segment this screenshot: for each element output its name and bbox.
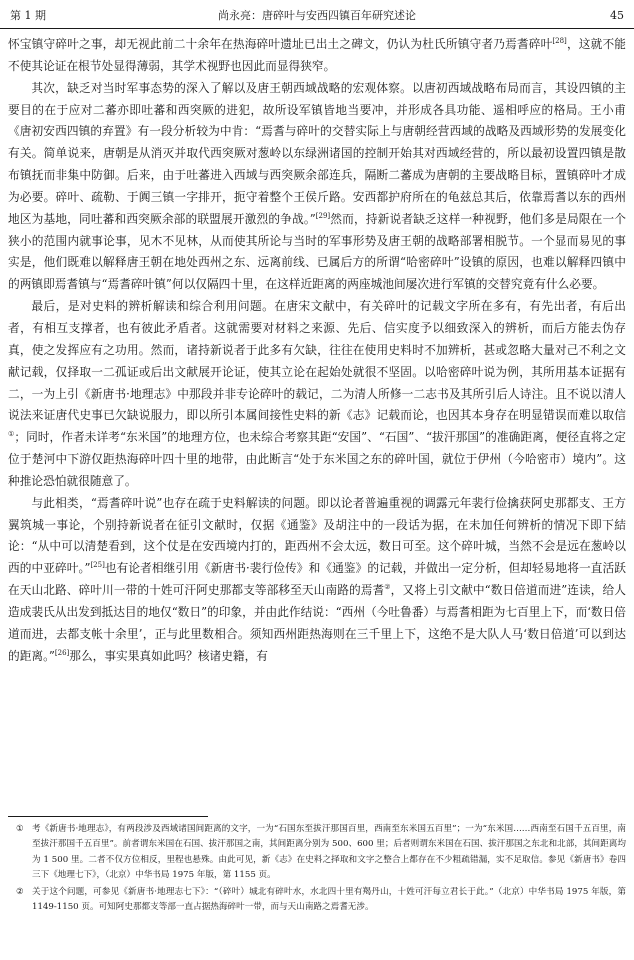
text-run: 怀宝镇守碎叶之事，却无视此前二十余年在热海碎叶遗址已出土之碑文，仍认为杜氏所镇守者乃焉耆碎叶: [8, 37, 553, 51]
text-run: 那么，事实果真如此吗？核诸史籍，有: [69, 648, 268, 663]
citation-mark: [25]: [90, 561, 105, 570]
paragraph: [8, 493, 626, 668]
footnote-text: 关于这个问题，可参见《新唐书·地理志七下》：“（碎叶）城北有碎叶水，水北四十里有羯丹山，十姓可汗每立君长于此。”（北京）中华书局 1975 年版，第 1149-1150 页。可知阿史那都支等部一直占据热海碎叶一带，而与天山南路之焉耆无涉。: [32, 886, 626, 913]
footnotes: [8, 822, 626, 916]
footnote-rule: [8, 816, 208, 817]
paragraph: [8, 34, 626, 78]
footnote-text: 考《新唐书·地理志》，有两段涉及西域诸国间距离的文字，一为“石国东至拔汗那国百里，西南至东米国五百里”；一为“东米国……西南至石国千五百里，南至拔汗那国千五百里”。前者谓东米国在石国、拔汗那国之南，其间距离分别为 500、600 里；后者则谓东米国在石国、拔汗那国之东北和北部，其间距离均为 1 500 里。二者不仅方位相反，里程也悬殊。由此可见，新《志》在史料之择取和文字之整合上都存在不少粗疏错漏，实不足取信。参见《新唐书》卷四三下《地理七下》，（北京）中华书局 1975 年版，第 1155 页。: [32, 824, 626, 881]
header-rule: [0, 28, 634, 29]
citation-mark: [29]: [315, 211, 331, 220]
text-run: ，这就不能不使其论证在根节处显得薄弱，其学术视野也因此而显得狭窄。: [8, 37, 626, 73]
footnote: [8, 885, 626, 916]
footnote: [8, 822, 626, 884]
text-run: ；同时，作者未详考“东米国”的地理方位，也未综合考察其距“安国”、“石国”、“拔汗那国”的准确距离，便径直将之定位于楚河中下游仅距热海碎叶四十里的地带，由此断言“处于东米国之东的碎叶国，就位于伊州（今哈密市）境内”。这种推论恐怕就很随意了。: [8, 430, 626, 488]
text-run: ，又将上引文献中“数日倍道而进”连读，给人造成裴氏从出发到抵达目的地仅“数日”的印象，并由此作结说：“西州（今吐鲁番）与焉耆相距为七百里上下，而‘数日倍道而进，去都支帐十余里’，正与此里数相合。须知西州距热海则在三千里上下，这绝不是大队人马‘数日倍道’可以到达的距离。”: [8, 583, 626, 663]
article-title: 尚永亮：唐碎叶与安西四镇百年研究述论: [218, 9, 416, 22]
text-run: 然而，持新说者缺乏这样一种视野，他们多是局限在一个狭小的范围内就事论事，见木不见林，从而使其所论与当时的军事形势及唐王朝的战略部署相脱节。一个显而易见的事实是，他们既难以解释唐王朝在地处西州之东、远离前线、已属后方的所谓“哈密碎叶”设镇的原因，也难以解释四镇中的两镇即焉耆镇与“焉耆碎叶镇”何以仅隔四十里，在这样近距离的两座城池间屡次进行军镇的交替究竟有什么必要。: [8, 211, 626, 292]
paragraph: [8, 78, 626, 296]
text-run: 其次，缺乏对当时军事态势的深入了解以及唐王朝西域战略的宏观体察。以唐初西域战略布局而言，其设四镇的主要目的在于应对二蕃亦即吐蕃和西突厥的进犯，故所设军镇皆地当要冲，并形成各具功能、遥相呼应的格局。王小甫《唐初安西四镇的弃置》有一段分析较为中肯：“焉耆与碎叶的交替实际上与唐朝经营西域的战略及西域形势的发展变化有关。简单说来，唐朝是从消灭并取代西突厥对葱岭以东绿洲诸国的控制开始其对西域经营的，所以最初设置四镇是散布镇抚而非集中防御。后来，由于吐蕃进入西域与西突厥余部连兵，隔断二蕃成为唐朝的主要战略目标，置镇碎叶才成为必要。碎叶、疏勒、于阗三镇一字排开，扼守着整个王侯斤路。安西都护府所在的龟兹总其后，依靠焉耆以东的西州地区为基地，同吐蕃和西突厥余部的联盟展开激烈的争战。”: [8, 80, 626, 226]
footnote-mark: ②: [16, 886, 24, 897]
page-number: 45: [610, 9, 624, 22]
footnote-mark: ①: [16, 824, 24, 834]
citation-mark: ①: [8, 430, 15, 439]
paragraph: [8, 296, 626, 493]
body-text: [8, 34, 626, 667]
text-run: 与此相类，“焉耆碎叶说”也存在疏于史料解读的问题。即以论者普遍重视的调露元年裴行俭擒获阿史那都支、王方翼筑城一事论，个别持新说者在征引文献时，仅据《通鉴》及胡注中的一段话为据，在未加任何辨析的情况下即下結论：“从中可以清楚看到，这个仗是在安西境内打的，距西州不会太远，数日可至。这个碎叶城，当然不会是远在葱岭以西的中亚碎叶。”: [8, 495, 626, 576]
citation-mark: [26]: [54, 648, 70, 657]
running-head: [0, 6, 634, 26]
citation-mark: [28]: [552, 37, 567, 46]
citation-mark: ②: [384, 583, 391, 592]
text-run: 最后，是对史料的辨析解读和综合利用问题。在唐宋文献中，有关碎叶的记载文字所在多有，有先出者，有后出者，有相互支撑者，也有彼此矛盾者。这就需要对材料之来源、先后、信实度予以细致深入的辨析，而后方能去伪存真，使之发挥应有之功用。然而，诸持新说者于此多有欠缺，往往在使用史料时不加辨析，甚或忽略大量对己不利之文献记载，仅择取一二孤证或后出文献展开论证，使其立论在起始处就很不坚固。以哈密碎叶说为例，其所用基本证据有二，一为上引《新唐书·地理志》中那段并非专论碎叶的载记，二为清人所修一二志书及其所引后人诗注。且不说以清人说法来证唐代史事已欠缺说服力，即以所引本属间接性史料的新《志》记载而论，也因其本身存在明显错误而难以取信: [8, 299, 626, 423]
issue-label: 第 1 期: [10, 9, 46, 22]
text-run: 也有论者相继引用《新唐书·裴行俭传》和《通鉴》的记载，并做出一定分析，但却轻易地将一直活跃在天山北路、碎叶川一带的十姓可汗阿史那都支等部移至天山南路的焉耆: [8, 561, 626, 598]
